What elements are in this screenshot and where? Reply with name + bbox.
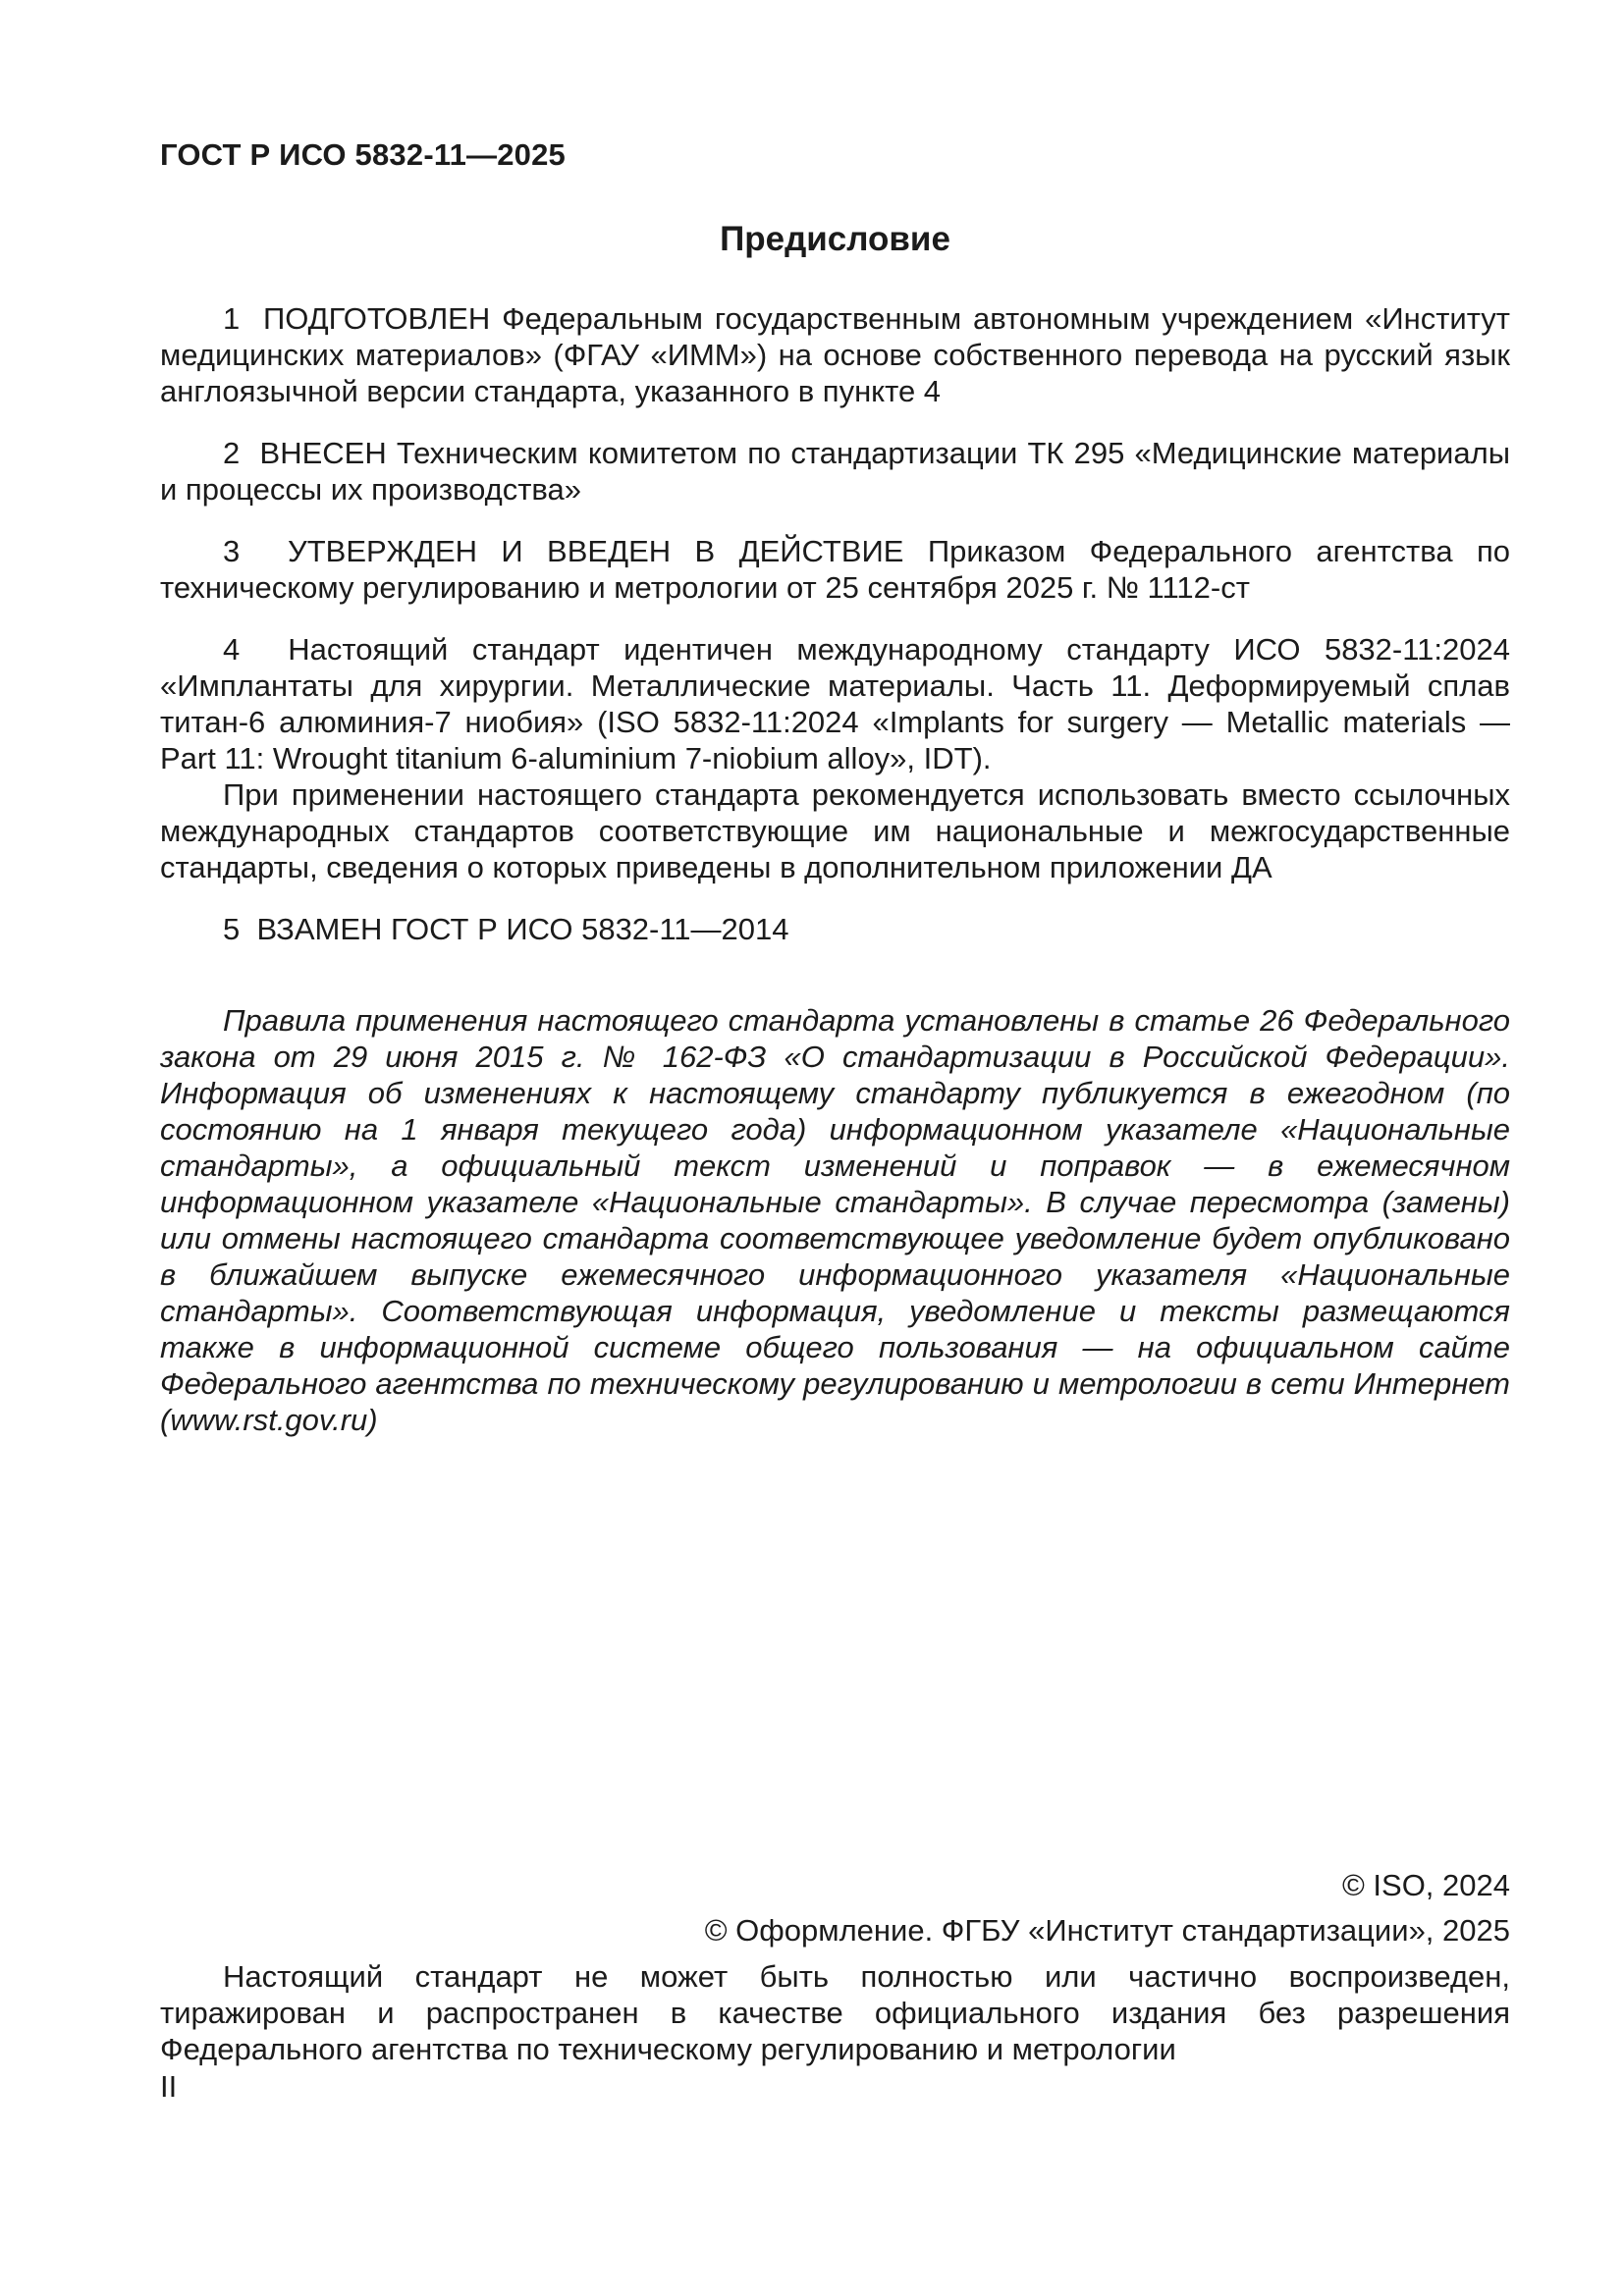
- foreword-item-4-note: При применении настоящего стандарта рекомендуется использовать вместо ссылочных международных стандартов соответствующие им национальные и межгосударственные стандарты, сведения о которых приведены в дополнительном приложении ДА: [160, 777, 1510, 884]
- legal-application-note: Правила применения настоящего стандарта установлены в статье 26 Федерального закона от 29 июня 2015 г. № 162-ФЗ «О стандартизации в Российской Федерации». Информация об изменениях к настоящему стандарту публикуется в ежегодном (по состоянию на 1 января текущего года) информационном указателе «Национальные стандарты», а официальный текст изменений и поправок — в ежемесячном информационном указателе «Национальные стандарты». В случае пересмотра (замены) или отмены настоящего стандарта соответствующее уведомление будет опубликовано в ближайшем выпуске ежемесячного информационного указателя «Национальные стандарты». Соответствующая информация, уведомление и тексты размещаются также в информационной системе общего пользования — на официальном сайте Федерального агентства по техническому регулированию и метрологии в сети Интернет (www.rst.gov.ru): [160, 1003, 1510, 1437]
- page-title: Предисловие: [720, 220, 950, 258]
- copyright-block: [705, 1863, 1510, 1953]
- copyright-iso: © ISO, 2024: [1341, 1868, 1510, 1902]
- foreword-item-5: 5 ВЗАМЕН ГОСТ Р ИСО 5832-11—2014: [223, 912, 789, 946]
- foreword-item-3: 3 УТВЕРЖДЕН И ВВЕДЕН В ДЕЙСТВИЕ Приказом Федерального агентства по техническому регулированию и метрологии от 25 сентября 2025 г. № 1112-ст: [160, 534, 1510, 605]
- foreword-item-1: 1 ПОДГОТОВЛЕН Федеральным государственным автономным учреждением «Институт медицинских материалов» (ФГАУ «ИММ») на основе собственного перевода на русский язык англоязычной версии стандарта, указанного в пункте 4: [160, 301, 1510, 408]
- page-content: [160, 137, 1510, 1438]
- foreword-item-2: 2 ВНЕСЕН Техническим комитетом по стандартизации ТК 295 «Медицинские материалы и процессы их производства»: [160, 436, 1510, 507]
- copyright-design: © Оформление. ФГБУ «Институт стандартизации», 2025: [704, 1913, 1510, 1948]
- distribution-restriction: Настоящий стандарт не может быть полностью или частично воспроизведен, тиражирован и распространен в качестве официального издания без разрешения Федерального агентства по техническому регулированию и метрологии: [160, 1959, 1510, 2066]
- standard-code: ГОСТ Р ИСО 5832-11—2025: [160, 137, 566, 172]
- page-number: II: [160, 2069, 178, 2104]
- foreword-item-4: 4 Настоящий стандарт идентичен международному стандарту ИСО 5832-11:2024 «Имплантаты для хирургии. Металлические материалы. Часть 11. Деформируемый сплав титан-6 алюминия-7 ниобия» (ISO 5832-11:2024 «Implants for surgery — Metallic materials — Part 11: Wrought titanium 6-aluminium 7-niobium alloy», IDT).: [160, 632, 1510, 775]
- foreword-section: [160, 300, 1510, 947]
